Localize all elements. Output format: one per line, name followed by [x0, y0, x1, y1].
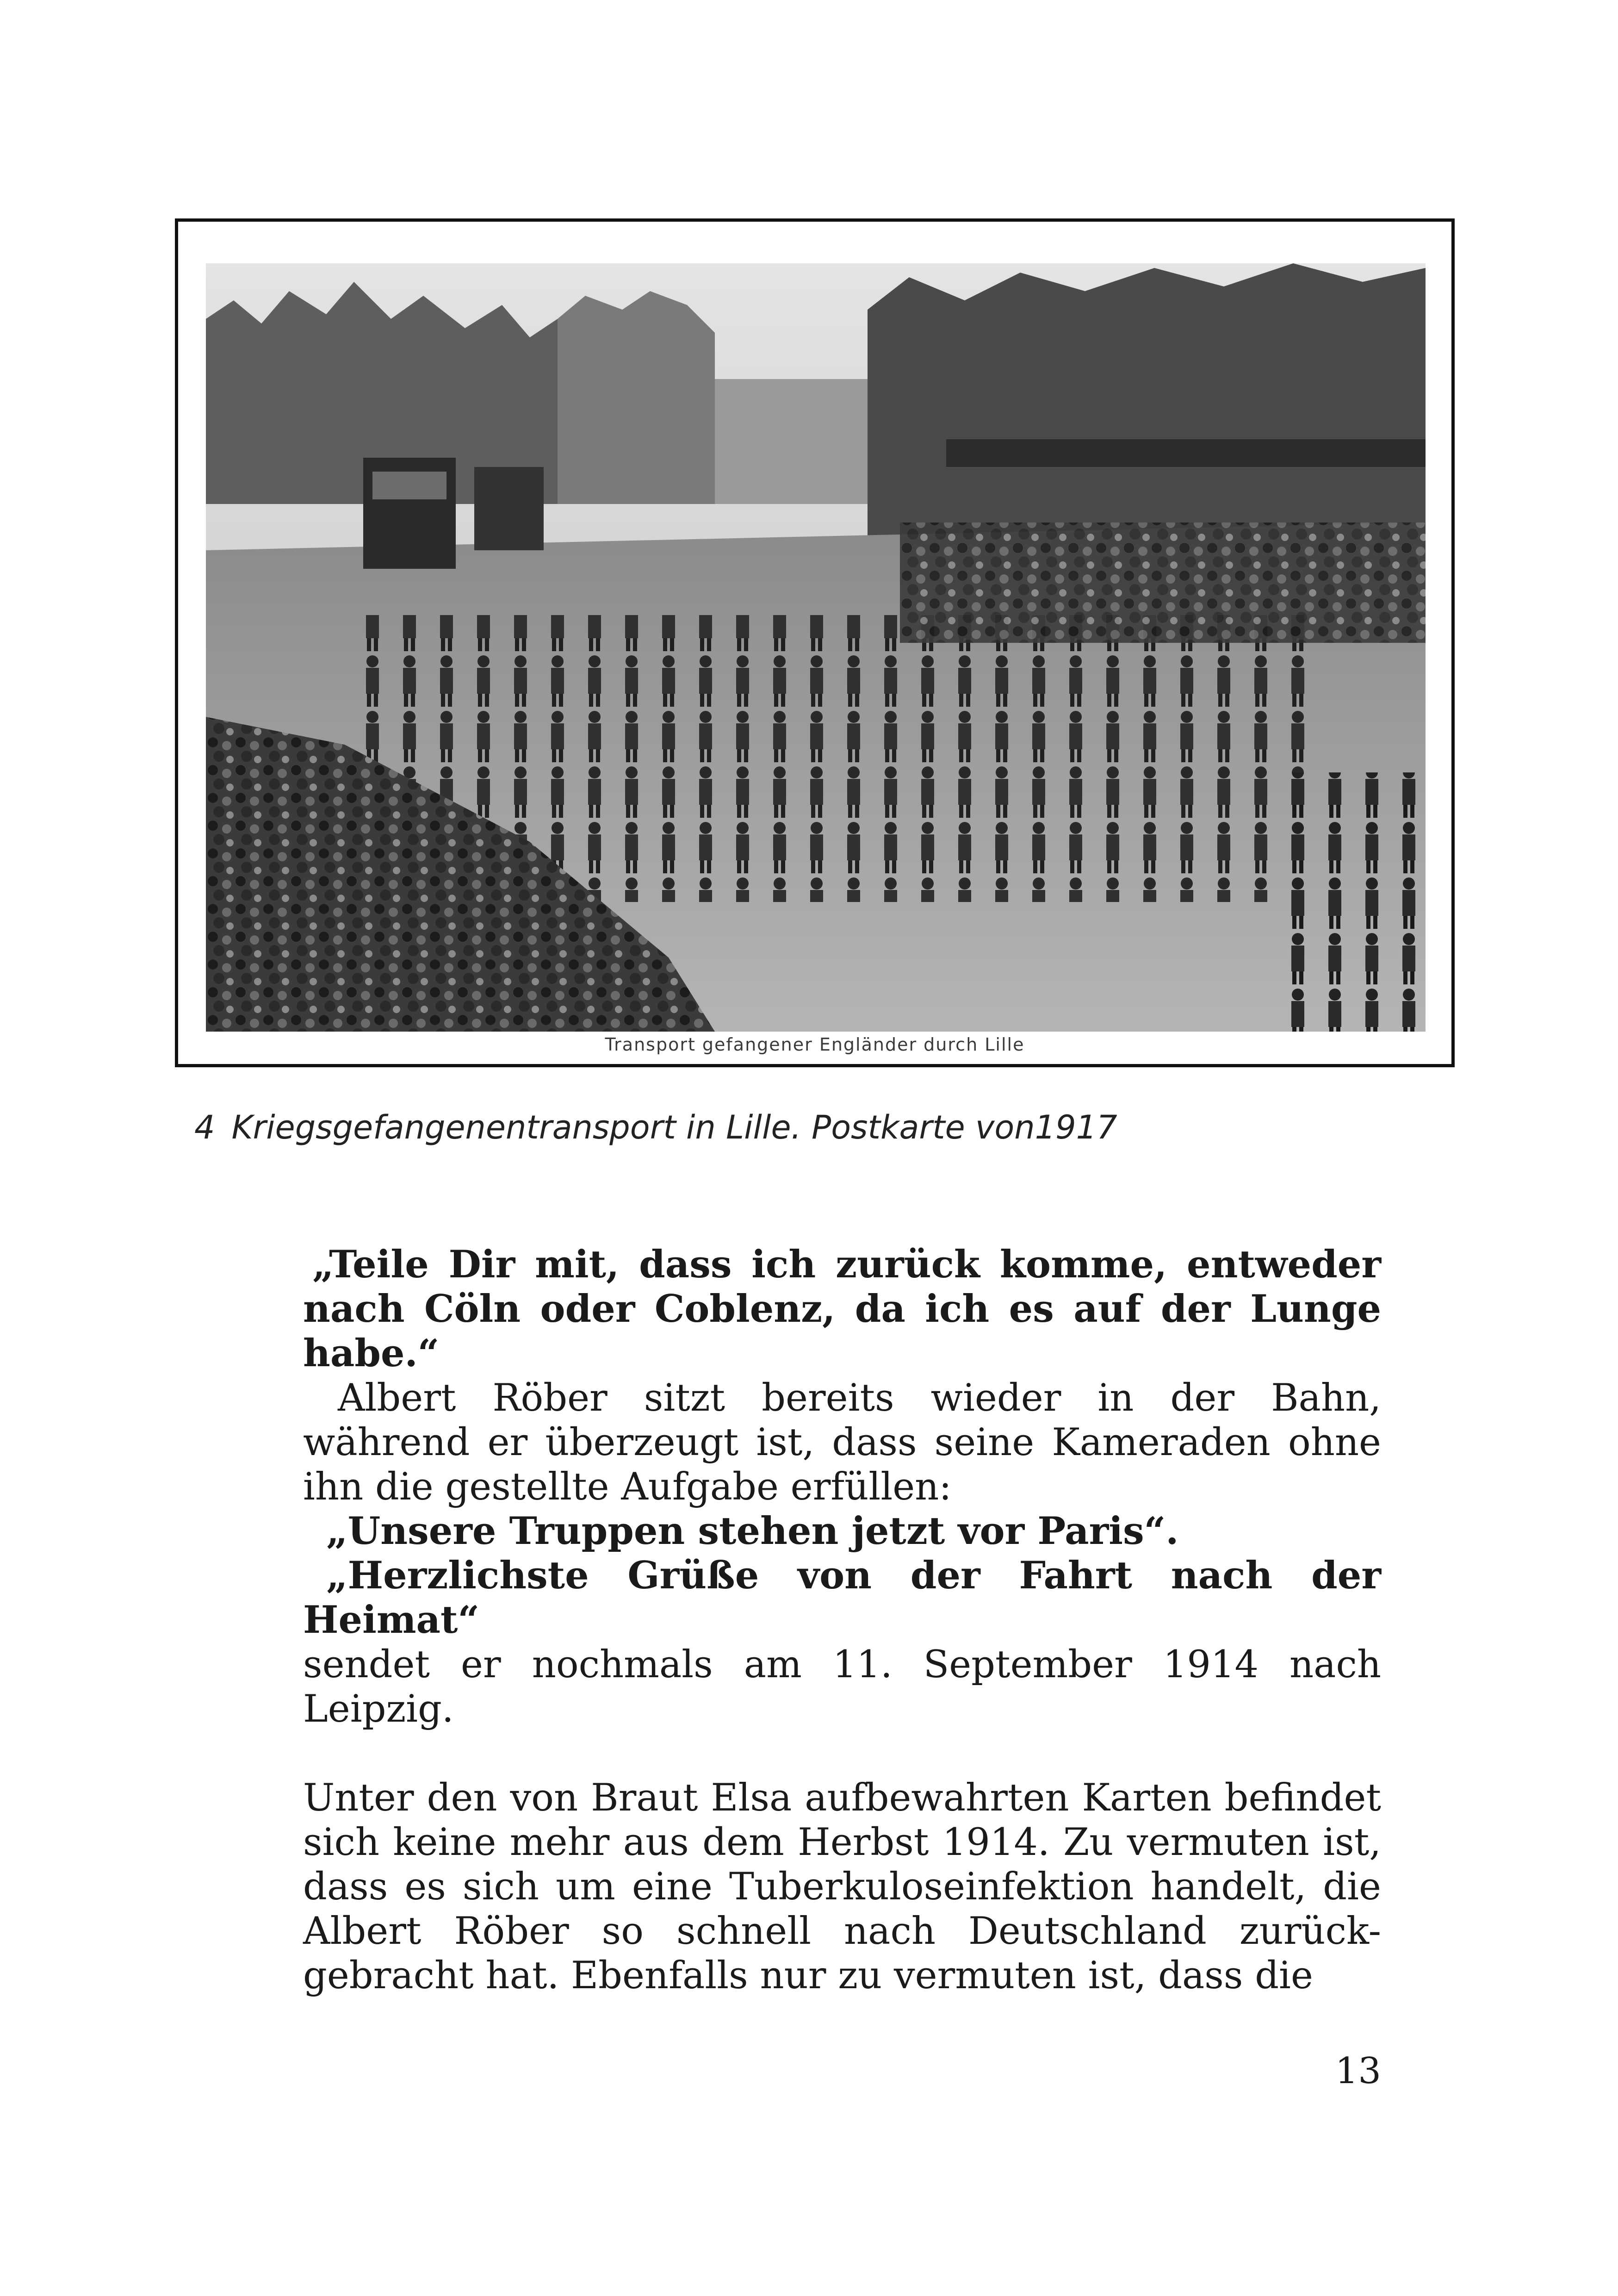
body-text: [303, 1243, 1381, 1998]
figure-number: 4: [194, 1108, 215, 1146]
page-number: 13: [1335, 2050, 1381, 2092]
paragraph-sept: sendet er nochmals am 11. September 1914 nach Leipzig.: [303, 1643, 1381, 1731]
paragraph-train: Albert Röber sitzt bereits wieder in der Bahn, während er überzeugt ist, dass seine Kameraden ohne ihn die gestellte Aufgabe erfüllen:: [303, 1376, 1381, 1509]
postcard-photo-icon: [206, 263, 1426, 1032]
quote-greetings: „Herzlichste Grüße von der Fahrt nach der Heimat“: [303, 1554, 1381, 1642]
paragraph-gap: [303, 1731, 1381, 1776]
paragraph-autumn: Unter den von Braut Elsa aufbewahrten Karten befindet sich keine mehr aus dem Herbst 1914. Zu vermuten ist, dass es sich um eine Tuberkuloseinfektion handelt, die Albert Röber so schnell nach Deutschland zurück-gebracht hat. Ebenfalls nur zu vermuten ist, dass die: [303, 1776, 1381, 1997]
figure-caption: [194, 1108, 1453, 1146]
quote-lung: „Teile Dir mit, dass ich zurück komme, entweder nach Cöln oder Coblenz, da ich es auf der Lunge habe.“: [303, 1243, 1381, 1375]
quote-paris: „Unsere Truppen stehen jetzt vor Paris“.: [326, 1509, 1179, 1553]
postcard-figure: [175, 218, 1455, 1067]
postcard-imprint: Transport gefangener Engländer durch Lille: [605, 1034, 1025, 1055]
figure-caption-text: Kriegsgefangenentransport in Lille. Postkarte von1917: [231, 1108, 1117, 1146]
